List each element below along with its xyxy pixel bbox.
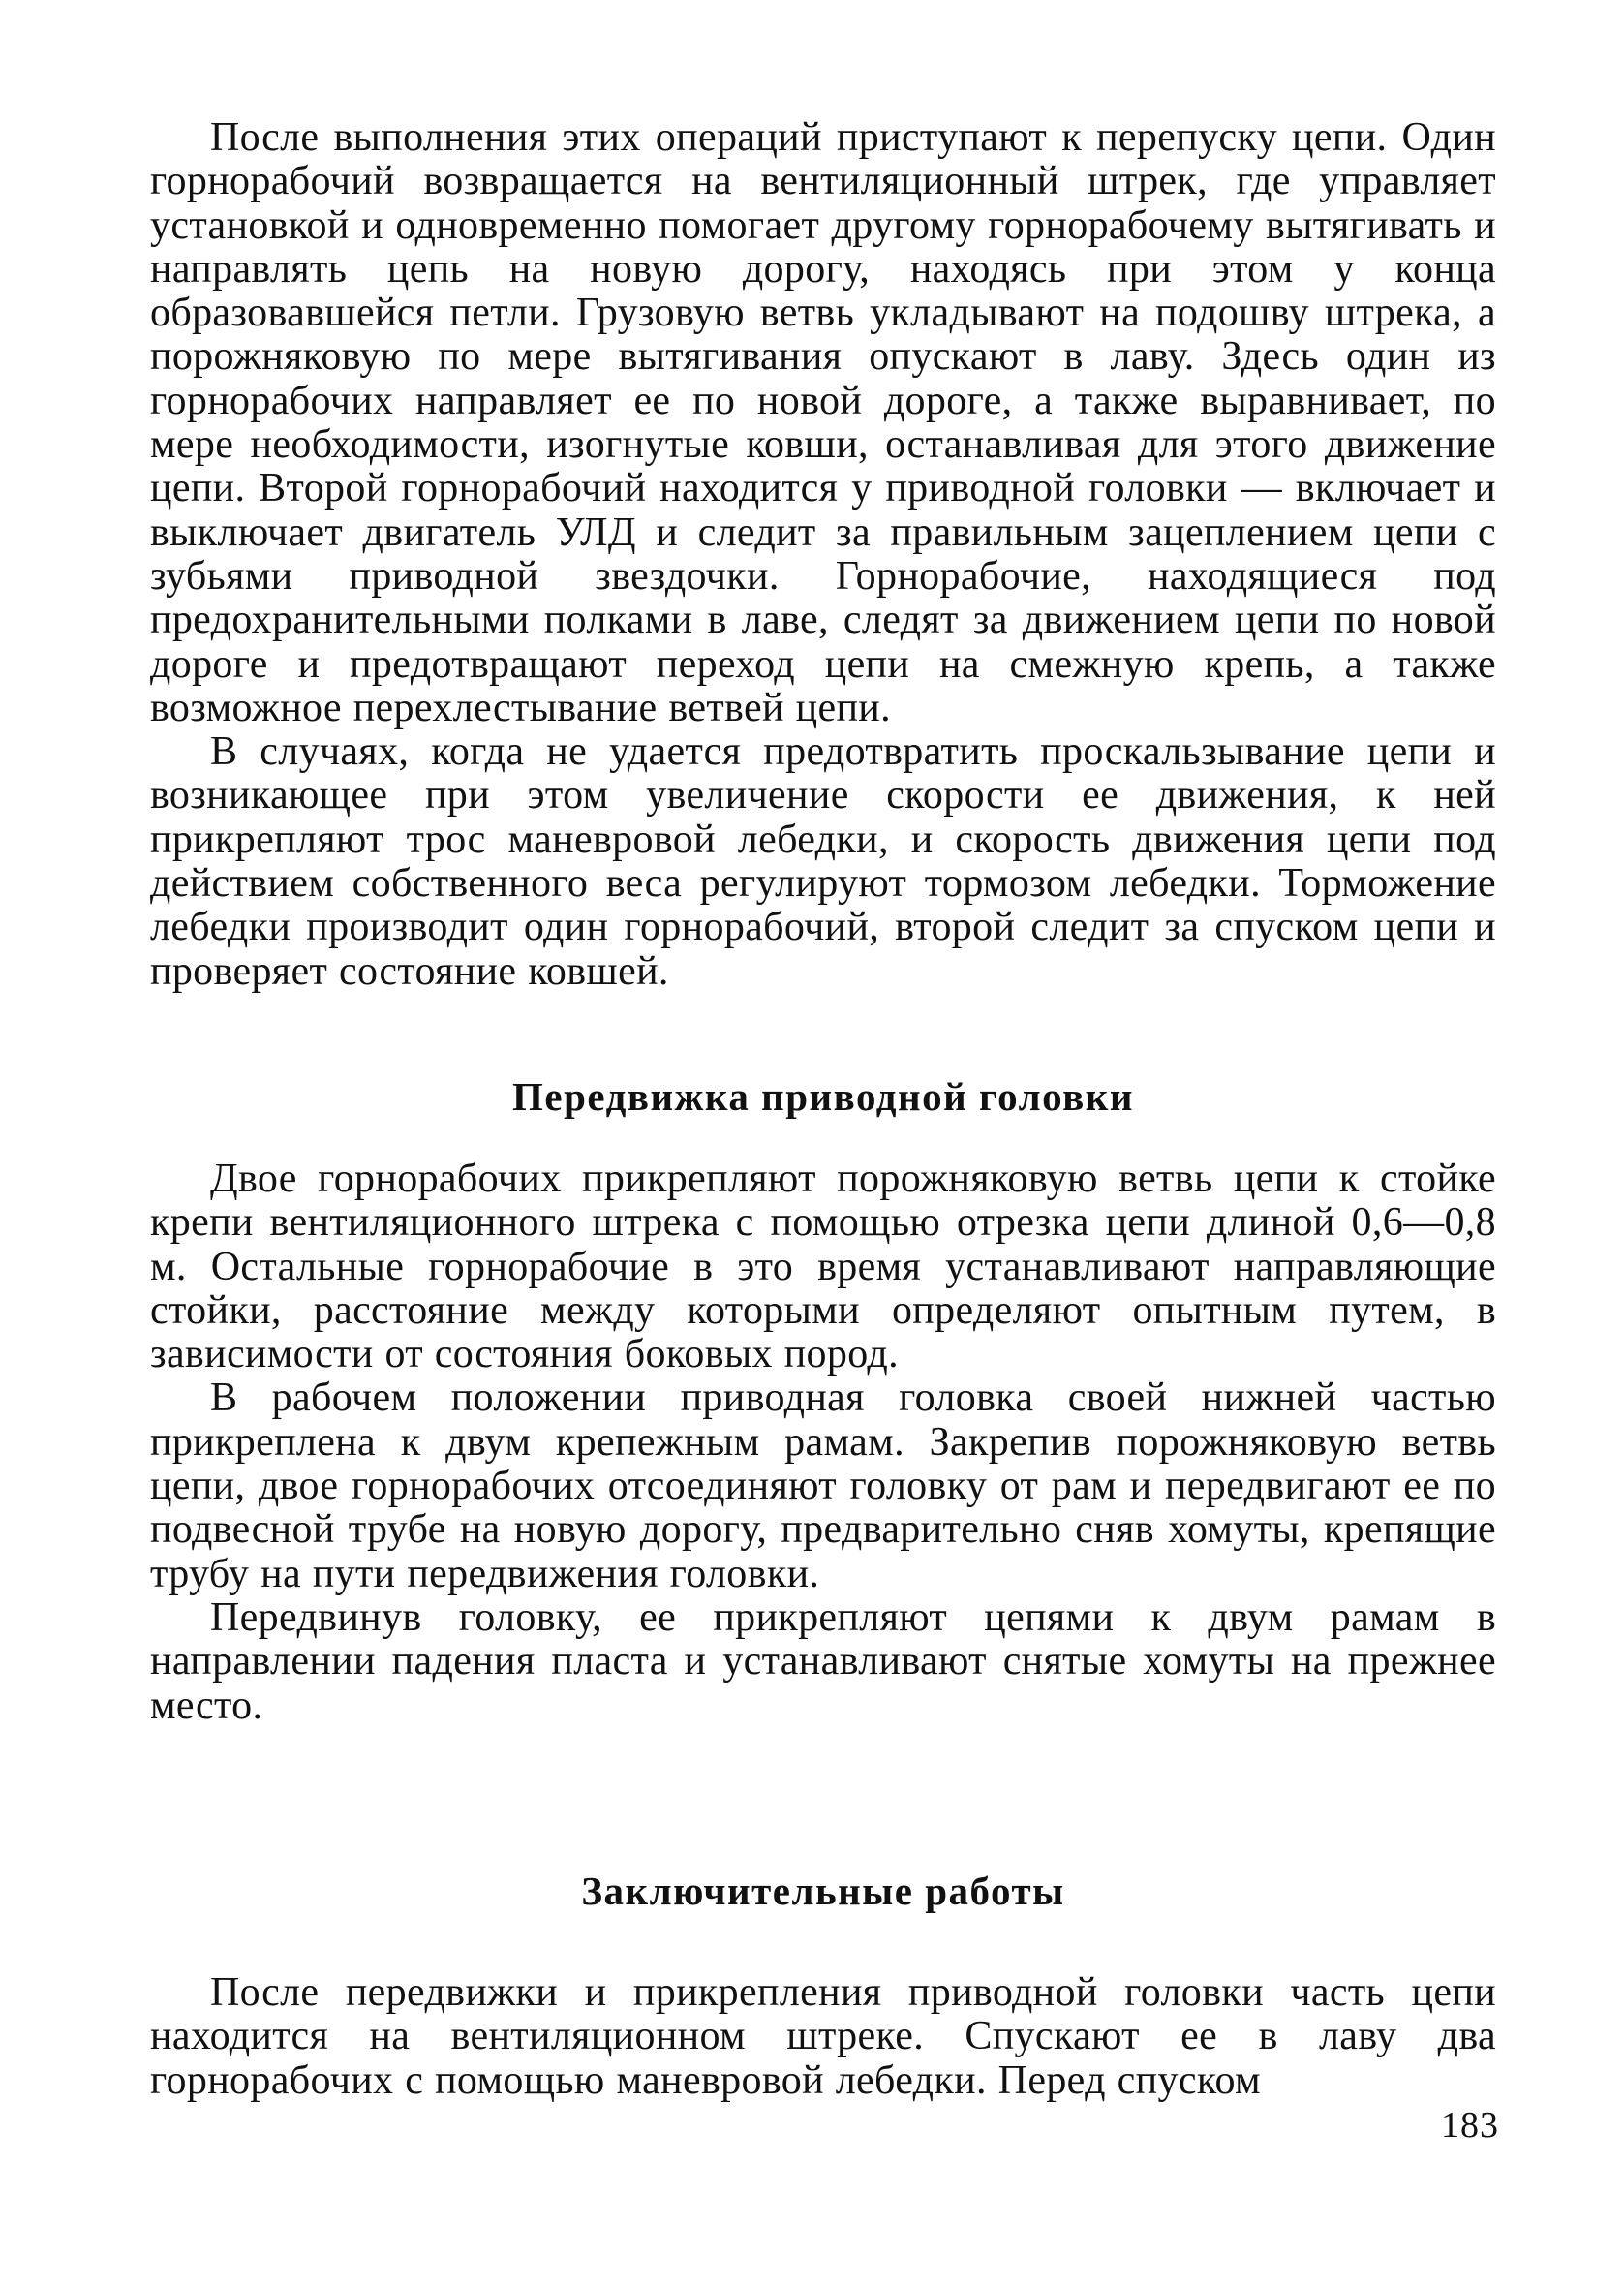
section-final-works [150,1870,1496,1913]
section-heading: Заключительные работы [581,1869,1065,1913]
paragraph-winch-braking: В случаях, когда не удается предотвратить проскальзывание цепи и возникающее при этом увеличение скорости ее движения, к ней прикрепляют трос маневровой лебедки, и скорость движения цепи под действием собственного веса регулируют тормозом лебедки. Торможение лебедки производит один горнорабочий, второй следит за спуском цепи и проверяет состояние ковшей. [150,729,1496,994]
section-drive-head-body [150,1158,1496,1728]
paragraph-reattaching-head: Передвинув головку, ее прикрепляют цепями к двум рамам в направлении падения пласта и устанавливают снятые хомуты на прежнее место. [150,1594,1496,1728]
paragraph-fastening-chain: Двое горнорабочих прикрепляют порожняковую ветвь цепи к стойке крепи вентиляционного штрека с помощью отрезка цепи длиной 0,6—0,8 м. Остальные горнорабочие в это время устанавливают направляющие стойки, расстояние между которыми определяют опытным путем, в зависимости от состояния боковых пород. [150,1157,1496,1377]
section-drive-head [150,1075,1496,1119]
paragraph-lowering-chain: После передвижки и прикрепления приводной головки часть цепи находится на вентиляционном штреке. Спускают ее в лаву два горнорабочих с помощью маневровой лебедки. Перед спуском [150,1970,1496,2103]
section-heading: Передвижка приводной головки [512,1074,1134,1119]
paragraph-moving-head: В рабочем положении приводная головка своей нижней частью прикреплена к двум крепежным рамам. Закрепив порожняковую ветвь цепи, двое горнорабочих отсоединяют головку от рам и передвигают ее по подвесной трубе на новую дорогу, предварительно сняв хомуты, крепящие трубу на пути передвижения головки. [150,1376,1496,1596]
paragraph-chain-transfer: После выполнения этих операций приступают к перепуску цепи. Один горнорабочий возвращается на вентиляционный штрек, где управляет установкой и одновременно помогает другому горнорабочему вытягивать и направлять цепь на новую дорогу, находясь при этом у конца образовавшейся петли. Грузовую ветвь укладывают на подошву штрека, а порожняковую по мере вытягивания опускают в лаву. Здесь один из горнорабочих направляет ее по новой дороге, а также выравнивает, по мере необходимости, изогнутые ковши, останавливая для этого движение цепи. Второй горнорабочий находится у приводной головки — включает и выключает двигатель УЛД и следит за правильным зацеплением цепи с зубьями приводной звездочки. Горнорабочие, находящиеся под предохранительными полками в лаве, следят за движением цепи по новой дороге и предотвращают переход цепи на смежную крепь, а также возможное перехлестывание ветвей цепи. [150,115,1496,730]
page-number: 183 [1441,2105,1499,2146]
section-final-works-body [150,1971,1496,2103]
section-intro [150,116,1496,994]
